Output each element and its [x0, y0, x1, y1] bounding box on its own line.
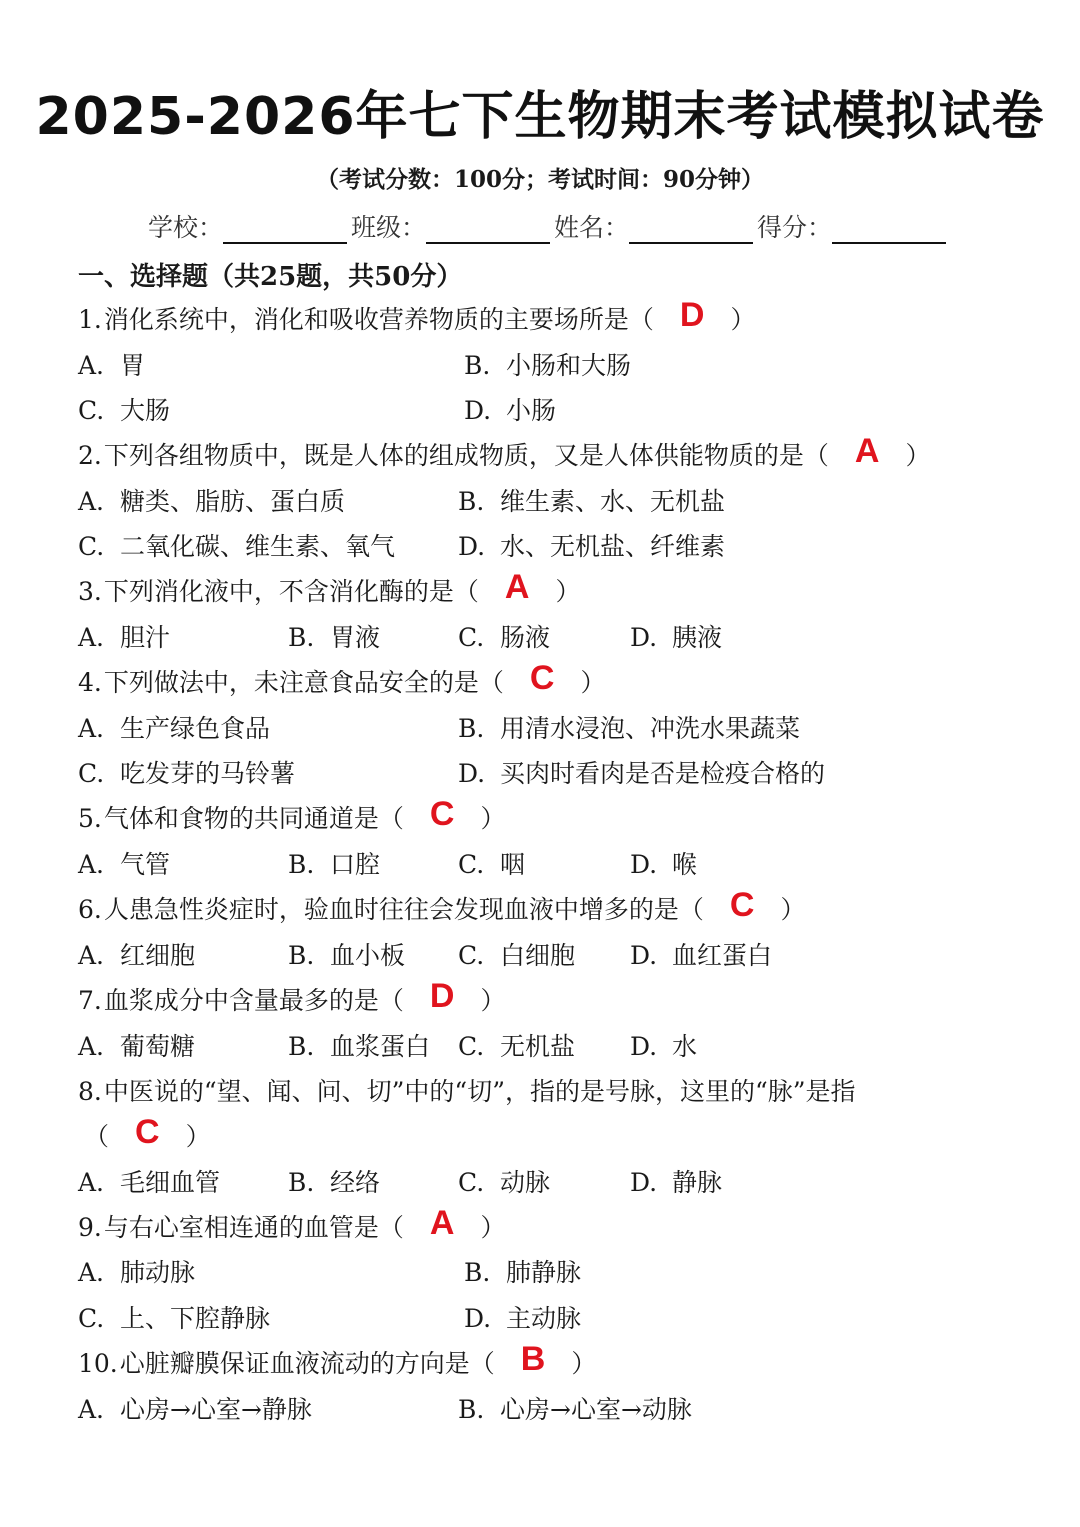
option-text: 胃液	[330, 623, 381, 652]
info-label-name: 姓名：	[554, 213, 630, 242]
answer-mark: A	[854, 432, 880, 470]
question-number: 3.	[78, 577, 102, 606]
option-letter: D.	[464, 1304, 492, 1333]
exam-title: 2025-2026年七下生物期末考试模拟试卷	[35, 87, 1045, 147]
info-field-class	[351, 208, 554, 244]
option-letter: B.	[458, 1395, 485, 1424]
option-text: 咽	[500, 850, 526, 879]
option-letter: C.	[458, 623, 485, 652]
question-text: 消化系统中，消化和吸收营养物质的主要场所是（	[103, 305, 654, 334]
question-2-option-d	[458, 527, 725, 567]
option-text: 胰液	[672, 623, 723, 652]
option-text: 血浆蛋白	[330, 1032, 431, 1061]
option-text: 葡萄糖	[120, 1032, 196, 1061]
option-text: 主动脉	[506, 1304, 582, 1333]
question-7-option-b	[288, 1027, 430, 1067]
option-letter: A.	[78, 351, 105, 380]
option-letter: D.	[630, 623, 658, 652]
option-text: 口腔	[330, 850, 381, 879]
option-text: 毛细血管	[120, 1168, 221, 1197]
option-letter: D.	[630, 850, 658, 879]
question-4-option-b	[458, 709, 800, 749]
option-text: 肠液	[500, 623, 551, 652]
question-10-option-b	[458, 1390, 692, 1430]
question-close: ）	[780, 895, 806, 924]
question-6-option-b	[288, 936, 405, 976]
question-open: （	[84, 1122, 110, 1151]
question-close: ）	[480, 804, 506, 833]
option-letter: D.	[630, 1168, 658, 1197]
question-9-option-a	[78, 1253, 195, 1293]
answer-mark: B	[520, 1340, 546, 1378]
option-letter: B.	[288, 941, 315, 970]
question-3-option-a	[78, 618, 170, 658]
question-text: 中医说的“望、闻、问、切”中的“切”，指的是号脉，这里的“脉”是指	[103, 1077, 856, 1106]
option-text: 吃发芽的马铃薯	[120, 759, 296, 788]
answer-mark: C	[135, 1113, 160, 1151]
option-letter: A.	[78, 623, 105, 652]
option-text: 小肠和大肠	[506, 351, 632, 380]
question-text: 人患急性炎症时，验血时往往会发现血液中增多的是（	[103, 895, 704, 924]
question-7-option-a	[78, 1027, 195, 1067]
question-1-option-a	[78, 346, 145, 386]
question-2-option-c	[78, 527, 395, 567]
question-4-option-a	[78, 709, 270, 749]
question-3-stem	[78, 568, 581, 612]
question-number: 6.	[78, 895, 102, 924]
question-7-stem	[78, 977, 506, 1021]
option-text: 静脉	[672, 1168, 723, 1197]
option-letter: C.	[458, 941, 485, 970]
student-info-row	[148, 208, 950, 244]
question-2-option-b	[458, 482, 725, 522]
option-text: 血小板	[330, 941, 406, 970]
option-text: 用清水浸泡、冲洗水果蔬菜	[500, 714, 801, 743]
question-9-stem	[78, 1204, 506, 1248]
question-close: ）	[555, 577, 581, 606]
info-field-score	[757, 208, 950, 244]
question-4-stem	[78, 659, 606, 703]
option-text: 经络	[330, 1168, 381, 1197]
option-text: 小肠	[506, 396, 557, 425]
question-6-option-d	[630, 936, 772, 976]
question-close: ）	[571, 1349, 597, 1378]
section-heading: 一、选择题（共25题，共50分）	[78, 262, 463, 292]
question-3-option-c	[458, 618, 550, 658]
answer-mark: C	[729, 886, 755, 924]
question-9-option-b	[464, 1253, 581, 1293]
info-label-school: 学校：	[148, 213, 224, 242]
score-blank	[832, 216, 946, 244]
question-1-option-d	[464, 391, 556, 431]
option-text: 红细胞	[120, 941, 196, 970]
answer-mark: C	[529, 659, 555, 697]
question-close: ）	[580, 668, 606, 697]
option-text: 肺动脉	[120, 1258, 196, 1287]
question-2-option-a	[78, 482, 345, 522]
question-number: 4.	[78, 668, 102, 697]
option-text: 心房→心室→动脉	[500, 1395, 692, 1424]
option-letter: C.	[78, 1304, 105, 1333]
option-text: 大肠	[120, 396, 171, 425]
school-blank	[223, 216, 347, 244]
option-text: 血红蛋白	[672, 941, 773, 970]
option-letter: B.	[288, 850, 315, 879]
option-text: 买肉时看肉是否是检疫合格的	[500, 759, 826, 788]
question-8-stem-line2	[84, 1113, 211, 1157]
question-text: 血浆成分中含量最多的是（	[103, 986, 404, 1015]
option-letter: A.	[78, 1258, 105, 1287]
answer-mark: A	[504, 568, 530, 606]
option-text: 气管	[120, 850, 171, 879]
option-letter: A.	[78, 941, 105, 970]
question-3-option-b	[288, 618, 380, 658]
question-8-option-a	[78, 1163, 220, 1203]
option-letter: C.	[458, 1168, 485, 1197]
option-letter: C.	[78, 532, 105, 561]
question-close: ）	[480, 986, 506, 1015]
answer-mark: D	[679, 296, 705, 334]
question-5-option-b	[288, 845, 380, 885]
info-label-class: 班级：	[351, 213, 427, 242]
option-letter: A.	[78, 1395, 105, 1424]
name-blank	[629, 216, 753, 244]
question-text: 下列消化液中，不含消化酶的是（	[103, 577, 479, 606]
question-3-option-d	[630, 618, 722, 658]
info-field-name	[554, 208, 757, 244]
option-letter: B.	[288, 623, 315, 652]
question-7-option-d	[630, 1027, 697, 1067]
question-8-option-c	[458, 1163, 550, 1203]
question-2-stem	[78, 432, 931, 476]
question-10-stem	[78, 1340, 597, 1384]
option-text: 心房→心室→静脉	[120, 1395, 312, 1424]
question-1-stem	[78, 296, 756, 340]
option-text: 无机盐	[500, 1032, 576, 1061]
option-letter: B.	[288, 1168, 315, 1197]
question-1-option-c	[78, 391, 170, 431]
question-6-stem	[78, 886, 806, 930]
option-letter: B.	[464, 351, 491, 380]
info-label-score: 得分：	[757, 213, 833, 242]
answer-mark: A	[429, 1204, 455, 1242]
question-1-option-b	[464, 346, 631, 386]
question-close: ）	[730, 305, 756, 334]
question-number: 1.	[78, 305, 102, 334]
question-9-option-c	[78, 1299, 270, 1339]
question-8-option-b	[288, 1163, 380, 1203]
question-close: ）	[185, 1122, 211, 1151]
option-letter: B.	[288, 1032, 315, 1061]
option-letter: D.	[630, 941, 658, 970]
option-letter: B.	[464, 1258, 491, 1287]
class-blank	[426, 216, 550, 244]
option-letter: C.	[78, 759, 105, 788]
option-letter: C.	[78, 396, 105, 425]
exam-subtitle: （考试分数：100分；考试时间：90分钟）	[315, 166, 765, 193]
question-close: ）	[905, 441, 931, 470]
option-text: 维生素、水、无机盐	[500, 487, 726, 516]
question-text: 下列做法中，未注意食品安全的是（	[103, 668, 504, 697]
question-number: 7.	[78, 986, 102, 1015]
option-letter: B.	[458, 714, 485, 743]
question-10-option-a	[78, 1390, 312, 1430]
option-letter: A.	[78, 1032, 105, 1061]
question-text: 下列各组物质中，既是人体的组成物质，又是人体供能物质的是（	[103, 441, 829, 470]
question-6-option-c	[458, 936, 575, 976]
option-text: 胃	[120, 351, 146, 380]
option-letter: D.	[464, 396, 492, 425]
option-text: 喉	[672, 850, 698, 879]
question-5-stem	[78, 795, 506, 839]
question-number: 10.	[78, 1349, 118, 1378]
option-letter: A.	[78, 487, 105, 516]
option-letter: C.	[458, 1032, 485, 1061]
question-4-option-d	[458, 754, 825, 794]
question-number: 9.	[78, 1213, 102, 1242]
question-5-option-a	[78, 845, 170, 885]
option-letter: A.	[78, 714, 105, 743]
option-text: 二氧化碳、维生素、氧气	[120, 532, 396, 561]
option-letter: C.	[458, 850, 485, 879]
question-number: 8.	[78, 1077, 102, 1106]
option-text: 水	[672, 1032, 698, 1061]
question-9-option-d	[464, 1299, 581, 1339]
option-letter: B.	[458, 487, 485, 516]
question-number: 2.	[78, 441, 102, 470]
option-text: 糖类、脂肪、蛋白质	[120, 487, 346, 516]
question-7-option-c	[458, 1027, 575, 1067]
question-text: 与右心室相连通的血管是（	[103, 1213, 404, 1242]
option-text: 水、无机盐、纤维素	[500, 532, 726, 561]
question-6-option-a	[78, 936, 195, 976]
option-letter: D.	[458, 532, 486, 561]
question-5-option-d	[630, 845, 697, 885]
info-field-school	[148, 208, 351, 244]
question-5-option-c	[458, 845, 525, 885]
question-close: ）	[480, 1213, 506, 1242]
question-8-stem	[78, 1072, 856, 1112]
answer-mark: C	[429, 795, 455, 833]
option-letter: D.	[458, 759, 486, 788]
option-letter: D.	[630, 1032, 658, 1061]
question-text: 气体和食物的共同通道是（	[103, 804, 404, 833]
option-text: 生产绿色食品	[120, 714, 271, 743]
option-text: 肺静脉	[506, 1258, 582, 1287]
option-text: 胆汁	[120, 623, 171, 652]
answer-mark: D	[429, 977, 455, 1015]
option-text: 白细胞	[500, 941, 576, 970]
question-number: 5.	[78, 804, 102, 833]
question-8-option-d	[630, 1163, 722, 1203]
question-text: 心脏瓣膜保证血液流动的方向是（	[119, 1349, 495, 1378]
option-text: 上、下腔静脉	[120, 1304, 271, 1333]
option-text: 动脉	[500, 1168, 551, 1197]
option-letter: A.	[78, 1168, 105, 1197]
question-4-option-c	[78, 754, 295, 794]
option-letter: A.	[78, 850, 105, 879]
